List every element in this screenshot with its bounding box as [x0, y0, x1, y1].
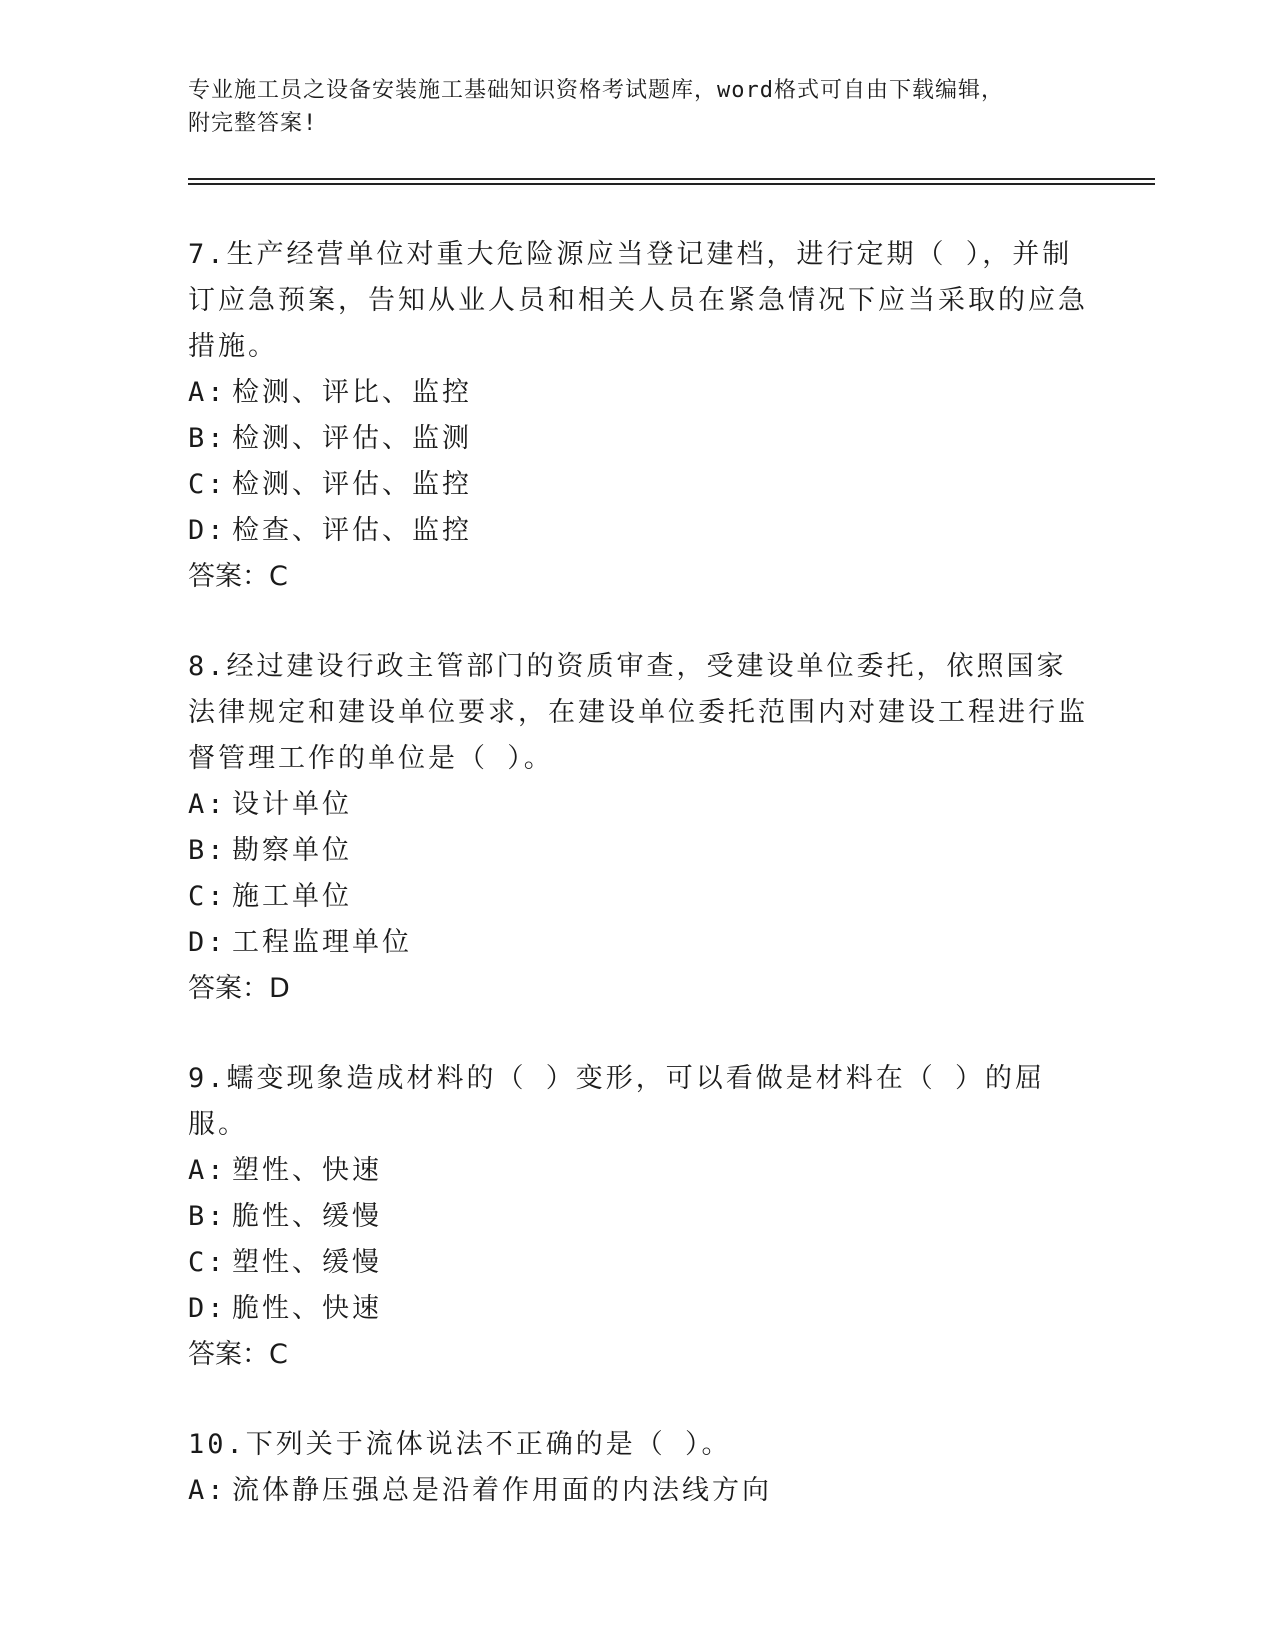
- option-text: 勘察单位: [232, 835, 352, 866]
- question-8: [188, 644, 1088, 1012]
- header-divider-top: [188, 178, 1155, 180]
- question-number: 7.: [188, 239, 227, 270]
- option-letter: B:: [188, 423, 227, 454]
- question-text: 生产经营单位对重大危险源应当登记建档，进行定期（ ），并制订应急预案，告知从业人员和相关人员在紧急情况下应当采取的应急措施。: [188, 239, 1088, 362]
- option-b: [188, 1194, 1088, 1240]
- option-d: [188, 920, 1088, 966]
- option-text: 塑性、快速: [232, 1155, 382, 1186]
- option-c: [188, 1240, 1088, 1286]
- answer-line: 答案：D: [188, 973, 290, 1004]
- option-c: [188, 462, 1088, 508]
- question-10: [188, 1422, 1088, 1514]
- document-header: [188, 74, 1088, 140]
- option-letter: B:: [188, 1201, 227, 1232]
- option-a: [188, 1148, 1088, 1194]
- option-text: 工程监理单位: [232, 927, 412, 958]
- question-number: 9.: [188, 1063, 227, 1094]
- question-number: 8.: [188, 651, 227, 682]
- header-line-2: 附完整答案!: [188, 111, 318, 136]
- option-letter: A:: [188, 377, 227, 408]
- option-d: [188, 1286, 1088, 1332]
- option-letter: C:: [188, 1247, 227, 1278]
- header-line-1: 专业施工员之设备安装施工基础知识资格考试题库，word格式可自由下载编辑，: [188, 78, 1004, 103]
- answer-line: 答案：C: [188, 1339, 288, 1370]
- option-letter: A:: [188, 1475, 227, 1506]
- question-text: 下列关于流体说法不正确的是（ ）。: [245, 1429, 732, 1460]
- option-a: [188, 782, 1088, 828]
- option-a: [188, 1468, 1088, 1514]
- question-text: 经过建设行政主管部门的资质审查，受建设单位委托，依照国家法律规定和建设单位要求，在建设单位委托范围内对建设工程进行监督管理工作的单位是（ ）。: [188, 651, 1088, 774]
- option-a: [188, 370, 1088, 416]
- question-stem: [188, 644, 1088, 782]
- question-7: [188, 232, 1088, 600]
- option-text: 施工单位: [232, 881, 352, 912]
- option-c: [188, 874, 1088, 920]
- header-divider-bottom: [188, 183, 1155, 185]
- option-letter: B:: [188, 835, 227, 866]
- question-stem: [188, 232, 1088, 370]
- option-letter: C:: [188, 469, 227, 500]
- question-stem: [188, 1422, 1088, 1468]
- option-text: 流体静压强总是沿着作用面的内法线方向: [232, 1475, 772, 1506]
- option-b: [188, 416, 1088, 462]
- option-text: 检测、评比、监控: [232, 377, 472, 408]
- option-letter: A:: [188, 789, 227, 820]
- option-letter: C:: [188, 881, 227, 912]
- option-letter: A:: [188, 1155, 227, 1186]
- question-list: [188, 232, 1088, 1558]
- option-text: 检测、评估、监控: [232, 469, 472, 500]
- question-text: 蠕变现象造成材料的（ ）变形，可以看做是材料在（ ）的屈服。: [188, 1063, 1046, 1140]
- option-letter: D:: [188, 515, 227, 546]
- option-text: 塑性、缓慢: [232, 1247, 382, 1278]
- answer-line: 答案：C: [188, 561, 288, 592]
- question-number: 10.: [188, 1429, 246, 1460]
- option-letter: D:: [188, 927, 227, 958]
- option-text: 脆性、缓慢: [232, 1201, 382, 1232]
- option-text: 检测、评估、监测: [232, 423, 472, 454]
- option-d: [188, 508, 1088, 554]
- question-9: [188, 1056, 1088, 1378]
- option-b: [188, 828, 1088, 874]
- option-text: 设计单位: [232, 789, 352, 820]
- question-stem: [188, 1056, 1088, 1148]
- option-letter: D:: [188, 1293, 227, 1324]
- option-text: 检查、评估、监控: [232, 515, 472, 546]
- option-text: 脆性、快速: [232, 1293, 382, 1324]
